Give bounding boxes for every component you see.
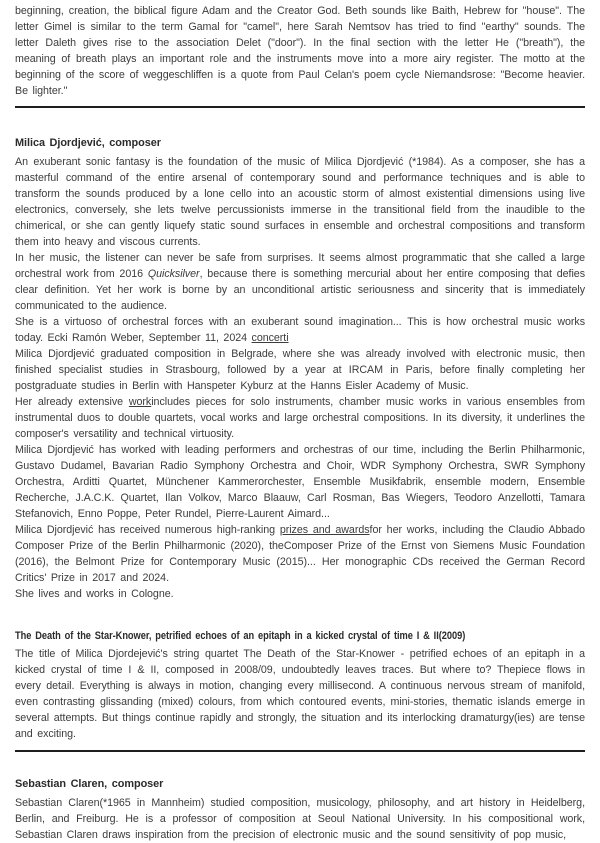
concerti-link[interactable]: concerti (251, 332, 289, 344)
work-link[interactable]: work (128, 396, 152, 408)
paragraph-text: In her music, the listener can never be safe from surprises. It seems almost programmatic that she called a large orchestral work from 2016 (15, 252, 585, 280)
milica-paragraph-5: Milica Djordjević has worked with leading performers and orchestras of our time, including the Berlin Philharmonic, Gustavo Dudamel, Bavarian Radio Symphony Orchestra and Choir, WDR Symphony Orchestra, SWR Symphony Orchestra, Arditti Quartet, Münchener Kammerorchester, Ensemble Musikfabrik, ensemble modern, Ensemble Recherche, J.A.C.K. Quartet, Ilan Volkov, Marco Blaauw, Carl Rosman, Bas Wiegers, Teodoro Anzellotti, Tamara Stefanovich, Enno Poppe, Peter Rundel, Pierre-Laurent Aimard... (15, 444, 585, 520)
milica-paragraph-4 (15, 394, 585, 442)
paragraph-text: for her works, including the Claudio Abbado Composer Prize of the Berlin Philharmonic (2020), theComposer Prize of the Ernst von Siemens Music Foundation (2016), the Belmont Prize for Contemporary Music (2015)... Her monographic CDs received the German Record Critics' Prize in 2017 and 2024. (15, 524, 585, 584)
quicksilver-title: Quicksilver (147, 268, 200, 280)
milica-paragraph-1: An exuberant sonic fantasy is the foundation of the music of Milica Djordjević (*1984). As a composer, she has a masterful command of the entire arsenal of contemporary sound and performance techniques and is able to transform the sounds produced by a lone cello into an acoustic storm of almost existential dimensions using live electronics, conversely, she lets twelve percussionists immerse in the transitional field from the inaudible to the chimerical, or she can gently liquefy static sound surfaces in ensemble and orchestral compositions and transform them into heavy and viscous currents. (15, 156, 585, 248)
star-knower-paragraph: The title of Milica Djordejević's string quartet The Death of the Star-Knower - petrified echoes of an epitaph in a kicked crystal of time I & II, composed in 2008/09, undoubtedly leaves traces. But where to? Thepiece flows in every detail. Everything is always in motion, changing every millisecond. A continuous nervous stream of manifold, even contrasting glissanding (mixed) colours, from which contoured events, mini-stories, thematic islands emerge in several attempts. But things continue rapidly and strongly, the situation and its interlocking dramaturgy(ies) are tense and exciting. (15, 648, 585, 740)
paragraph-text: Milica Djordjević has received numerous high-ranking (15, 524, 280, 536)
intro-paragraph: beginning, creation, the biblical figure Adam and the Creator God. Beth sounds like Baith, Hebrew for "house". The letter Gimel is similar to the term Gamal for "camel", here Sarah Nemtsov has tried to find "earthy" sounds. The letter Daleth gives rise to the association Delet ("door"). In the final section with the letter He ("breath"), the meaning of breath plays an important role and the instruments move into a more airy register. The motto at the beginning of the score of weggeschliffen is a quote from Paul Celan's poem cycle Niemandsrose: "Become heavier. Be lighter." (15, 5, 585, 97)
sebastian-paragraph: Sebastian Claren(*1965 in Mannheim) studied composition, musicology, philosophy, and art history in Heidelberg, Berlin, and Freiburg. He is a professor of composition at Seoul National University. In his compositional work, Sebastian Claren draws inspiration from the precision of electronic music and the sound sensitivity of pop music, (15, 797, 585, 841)
sebastian-section-heading: Sebastian Claren, composer (15, 778, 164, 790)
milica-paragraph-3: Milica Djordjević graduated composition in Belgrade, where she was already involved with electronic music, then finished specialist studies in Strasbourg, followed by a year at IRCAM in Paris, before finally completing her postgraduate studies in Berlin with Hanspeter Kyburz at the Hanns Eisler Academy of Music. (15, 348, 585, 392)
prizes-and-awards-link[interactable]: prizes and awards (279, 524, 370, 536)
milica-section-heading: Milica Djordjević, composer (15, 137, 161, 149)
paragraph-text: includes pieces for solo instruments, chamber music works in various ensembles from instrumental duos to double quartets, vocal works and large orchestral compositions. In its diversity, it underlines the composer's versatility and technical virtuosity. (15, 396, 585, 440)
paragraph-text: , because there is something mercurial about her entire composing that defies clear definition. Yet her work is borne by an unconditional artistic seriousness and sincerity that is immediately communicated to the audience. (15, 268, 585, 312)
section-divider-bottom (15, 750, 585, 752)
milica-paragraph-7: She lives and works in Cologne. (15, 588, 174, 600)
paragraph-text: Her already extensive (15, 396, 129, 408)
paragraph-text: She is a virtuoso of orchestral forces with an exuberant sound imagination... This is how orchestral music works today. Ecki Ramón Weber, September 11, 2024 (15, 316, 585, 344)
milica-quote-paragraph (15, 314, 585, 346)
milica-paragraph-2 (15, 250, 585, 314)
milica-paragraph-6 (15, 522, 585, 586)
star-knower-heading: The Death of the Star-Knower, petrified echoes of an epitaph in a kicked crystal of time I & II(2009) (15, 630, 466, 642)
section-divider-top (15, 106, 585, 108)
